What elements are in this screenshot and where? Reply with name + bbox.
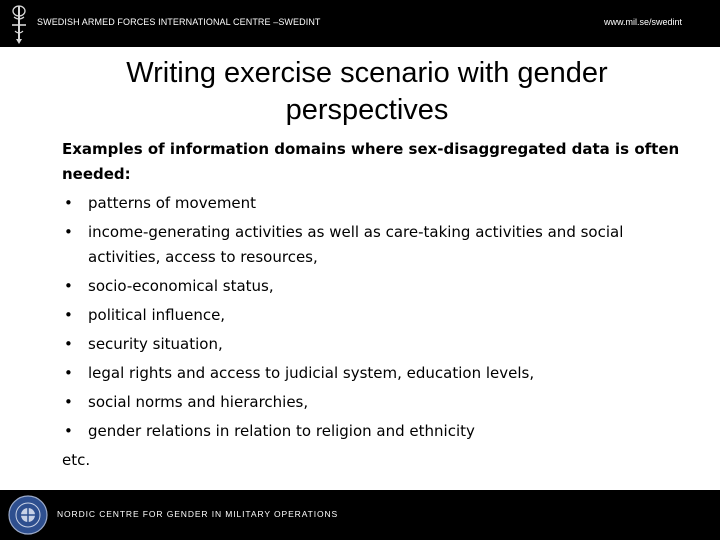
bullet-list: [62, 189, 682, 446]
list-item: • socio-economical status,: [62, 272, 682, 301]
list-item: • income-generating activities as well as care-taking activities and social activities, access to resources,: [62, 218, 682, 272]
list-item: • political influence,: [62, 301, 682, 330]
list-item: • patterns of movement: [62, 189, 682, 218]
nordic-centre-seal-icon: [8, 495, 48, 535]
organization-name: SWEDISH ARMED FORCES INTERNATIONAL CENTRE –SWEDINT: [37, 17, 321, 27]
list-item: • security situation,: [62, 330, 682, 359]
bullet-marker: •: [64, 422, 73, 440]
footer-bar: [0, 490, 720, 540]
bullet-marker: •: [64, 335, 73, 353]
list-item: • gender relations in relation to religion and ethnicity: [62, 417, 682, 446]
slide-title: Writing exercise scenario with gender perspectives: [126, 57, 608, 126]
bullet-marker: •: [64, 277, 73, 295]
list-item: • legal rights and access to judicial system, education levels,: [62, 359, 682, 388]
list-item: • social norms and hierarchies,: [62, 388, 682, 417]
intro-text: Examples of information domains where sex-disaggregated data is often needed:: [62, 140, 680, 183]
closing-text: etc.: [62, 451, 91, 469]
bullet-marker: •: [64, 393, 73, 411]
sword-emblem-icon: [8, 3, 30, 45]
bullet-marker: •: [64, 306, 73, 324]
bullet-marker: •: [64, 194, 73, 212]
website-url: www.mil.se/swedint: [603, 17, 682, 27]
bullet-marker: •: [64, 364, 73, 382]
slide-body: [62, 137, 682, 475]
footer-text: NORDIC CENTRE FOR GENDER IN MILITARY OPERATIONS: [57, 509, 339, 519]
header-bar: [0, 0, 720, 47]
bullet-marker: •: [64, 223, 73, 241]
